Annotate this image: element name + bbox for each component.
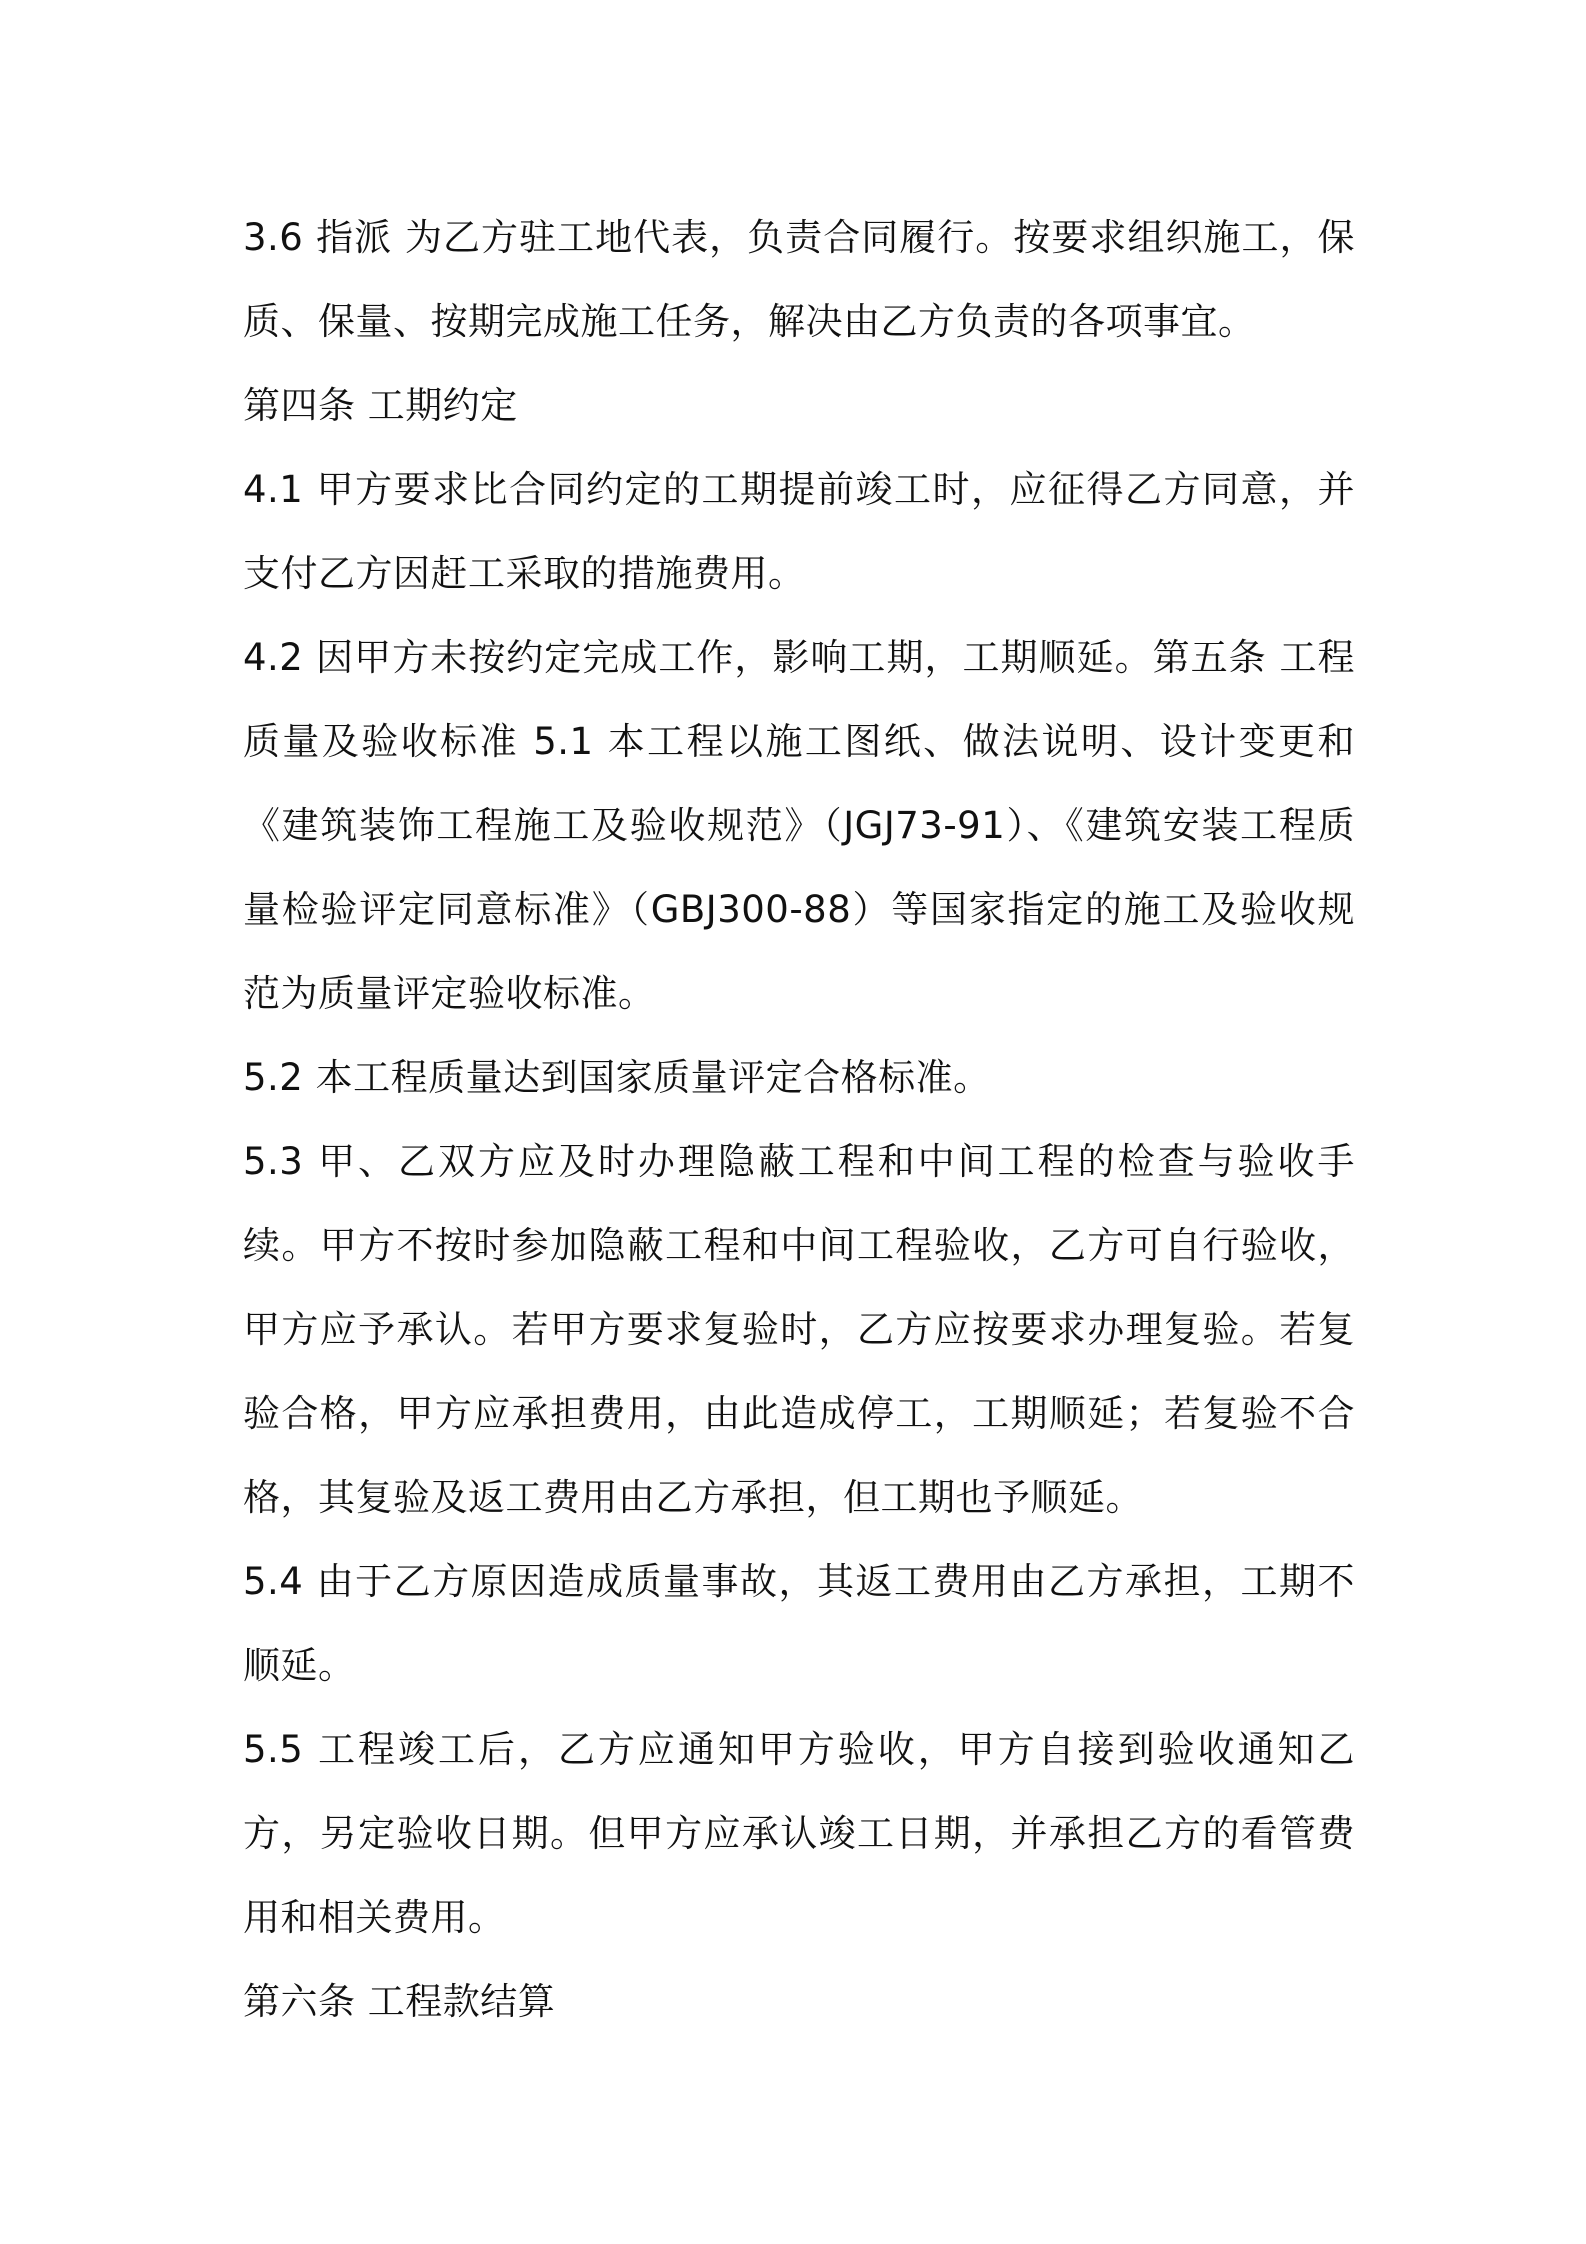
document-body (243, 196, 1355, 2044)
heading-article-4: 第四条 工期约定 (243, 384, 518, 427)
paragraph-5-4: 5.4 由于乙方原因造成质量事故，其返工费用由乙方承担，工期不顺延。 (243, 1560, 1355, 1687)
paragraph-5-5: 5.5 工程竣工后，乙方应通知甲方验收，甲方自接到验收通知乙方，另定验收日期。但甲方应承认竣工日期，并承担乙方的看管费用和相关费用。 (243, 1728, 1355, 1939)
paragraph-5-3: 5.3 甲、乙双方应及时办理隐蔽工程和中间工程的检查与验收手续。甲方不按时参加隐蔽工程和中间工程验收，乙方可自行验收，甲方应予承认。若甲方要求复验时，乙方应按要求办理复验。若复验合格，甲方应承担费用，由此造成停工，工期顺延；若复验不合格，其复验及返工费用由乙方承担，但工期也予顺延。 (243, 1140, 1355, 1519)
paragraph-4-1: 4.1 甲方要求比合同约定的工期提前竣工时，应征得乙方同意，并支付乙方因赶工采取的措施费用。 (243, 468, 1355, 595)
paragraph-4-2: 4.2 因甲方未按约定完成工作，影响工期，工期顺延。第五条 工程质量及验收标准 5.1 本工程以施工图纸、做法说明、设计变更和《建筑装饰工程施工及验收规范》（JGJ73-91）、《建筑安装工程质量检验评定同意标准》（GBJ300-88）等国家指定的施工及验收规范为质量评定验收标准。 (243, 636, 1355, 1015)
paragraph-5-2: 5.2 本工程质量达到国家质量评定合格标准。 (243, 1056, 991, 1099)
paragraph-3-6: 3.6 指派 为乙方驻工地代表，负责合同履行。按要求组织施工，保质、保量、按期完成施工任务，解决由乙方负责的各项事宜。 (243, 216, 1355, 343)
heading-article-6: 第六条 工程款结算 (243, 1980, 556, 2023)
